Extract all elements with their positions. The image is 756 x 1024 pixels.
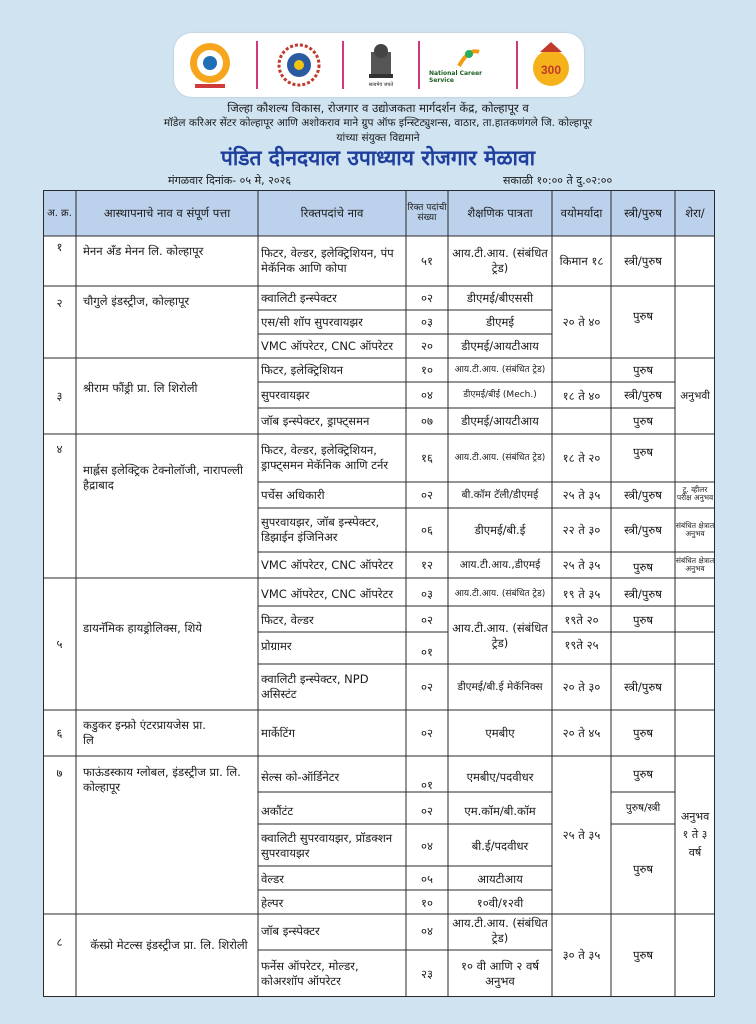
header-line-1: जिल्हा कौशल्य विकास, रोजगार व उद्योजकता मार्गदर्शन केंद्र, कोल्हापूर व <box>227 101 529 115</box>
post-name: फिटर, वेल्डर <box>261 612 314 627</box>
vacancy-table <box>43 190 715 997</box>
col-header-age: वयोमर्यादा <box>552 190 611 236</box>
gender: स्त्री/पुरुष <box>624 487 662 502</box>
post-name: अकौंटंट <box>261 803 294 818</box>
gender: स्त्री/पुरुष <box>624 522 662 537</box>
col-header-sr: अ. क्र. <box>43 190 76 236</box>
gender: पुरुष <box>632 725 654 740</box>
age-limit: १९ते २५ <box>564 637 599 652</box>
remark: संबंधित क्षेत्रात अनुभव <box>675 555 715 573</box>
gender: स्त्री/पुरुष <box>624 679 662 694</box>
post-education: डीएमई/बीई (Mech.) <box>463 390 537 400</box>
gender: पुरुष <box>632 362 654 377</box>
post-count: ०३ <box>421 314 433 329</box>
post-count: ०२ <box>421 679 433 694</box>
company-name: डायनॅमिक हायड्रोलिक्स, शिये <box>83 620 202 635</box>
age-limit: ३० ते ३५ <box>562 948 601 962</box>
post-name: सेल्स को-ऑर्डिनेटर <box>261 769 340 784</box>
post-count: ०२ <box>421 487 433 502</box>
col-header-count: रिक्त पदांची संख्या <box>406 190 448 236</box>
col-header-company: आस्थापनाचे नाव व संपूर्ण पत्ता <box>76 190 258 236</box>
post-education: आय.टी.आय. (संबंधित ट्रेड) <box>454 453 546 463</box>
post-count: ०४ <box>421 387 433 402</box>
logo-bar <box>174 33 584 97</box>
logo-separator <box>342 41 344 89</box>
col-header-post: रिक्तपदांचे नाव <box>258 190 406 236</box>
post-name: वेल्डर <box>261 871 284 886</box>
post-education: डीएमई/आयटीआय <box>461 338 539 353</box>
post-education: १० वी आणि २ वर्ष अनुभव <box>460 959 540 988</box>
logo-separator <box>256 41 258 89</box>
sr-number: २ <box>56 296 63 310</box>
sr-number: ७ <box>56 766 63 780</box>
post-education: डीएमई/बीएससी <box>466 290 534 305</box>
header-line-3: यांच्या संयुक्त विद्यमाने <box>336 132 420 144</box>
post-count: १२ <box>421 557 433 572</box>
age-limit: २० ते ४५ <box>562 725 601 740</box>
event-time: सकाळी १०:०० ते दु.०२:०० <box>503 174 613 187</box>
post-name: हेल्पर <box>261 895 284 910</box>
post-name: VMC ऑपरेटर, CNC ऑपरेटर <box>261 338 394 353</box>
post-count: ०६ <box>421 522 433 537</box>
anniversary-300-logo <box>524 40 578 90</box>
post-name: सुपरवायझर <box>261 387 310 402</box>
remark: संबंधित क्षेत्रात अनुभव <box>675 520 715 538</box>
national-emblem-logo: सत्यमेव जयते <box>359 40 403 90</box>
gender: पुरुष <box>632 861 654 876</box>
post-name: फिटर, वेल्डर, इलेक्ट्रिशियन, पंप मेकॅनिक आणि कोपा <box>261 246 394 275</box>
sr-number: ५ <box>56 636 63 651</box>
company-name: कॅस्प्रो मेटल्स इंडस्ट्रीज प्रा. लि. शिरोली <box>90 937 248 952</box>
age-limit: १८ ते २० <box>562 450 601 465</box>
post-count: ०७ <box>421 413 433 428</box>
svg-text:300: 300 <box>540 63 562 77</box>
post-name: VMC ऑपरेटर, CNC ऑपरेटर <box>261 557 394 572</box>
post-education: एमबीए/पदवीधर <box>466 769 534 784</box>
post-name: क्वालिटी इन्स्पेक्टर, NPD असिस्टंट <box>261 672 369 701</box>
post-education: एम.कॉम/बी.कॉम <box>464 803 536 818</box>
post-count: २३ <box>421 966 433 981</box>
gender: पुरुष <box>632 948 654 962</box>
skill-development-logo <box>184 40 236 90</box>
post-count: ५१ <box>421 253 433 268</box>
post-count: १६ <box>421 450 433 465</box>
gender: स्त्री/पुरुष <box>624 253 662 268</box>
post-education: डीएमई/बी.ई मेकॅनिक्स <box>457 680 543 693</box>
gender: पुरुष <box>632 612 654 627</box>
gender: पुरुष <box>632 413 654 428</box>
post-count: ०२ <box>421 725 433 740</box>
post-count: ०३ <box>421 586 433 601</box>
remark: अनुभवी <box>680 389 710 402</box>
sr-number: १ <box>56 240 63 254</box>
age-limit: २५ ते ३५ <box>562 557 601 572</box>
company-name: मेनन अँड मेनन लि. कोल्हापूर <box>83 244 204 258</box>
age-limit: २५ ते ३५ <box>562 827 601 842</box>
gender: पुरुष <box>632 308 654 323</box>
table-grid <box>43 190 715 997</box>
event-date: मंगळवार दिनांक- ०५ मे, २०२६ <box>168 174 292 187</box>
header-line-2: मॉडेल करिअर सेंटर कोल्हापूर आणि अशोकराव माने ग्रुप ऑफ इन्स्टिट्युशन्स, वाठार, ता.हातकणंगले जि. कोल्हापूर <box>163 117 593 129</box>
age-limit: १९ते २० <box>564 612 599 627</box>
post-count: ०४ <box>421 838 433 853</box>
post-education: आयटीआय <box>477 871 523 886</box>
post-name: क्वालिटी सुपरवायझर, प्रॉडक्शन सुपरवायझर <box>261 831 393 860</box>
post-count: ०२ <box>421 803 433 818</box>
post-count: ०१ <box>421 644 433 659</box>
sr-number: ८ <box>56 934 63 949</box>
post-name: फिटर, वेल्डर, इलेक्ट्रिशियन, ड्राफ्ट्समन मेकॅनिक आणि टर्नर <box>261 443 389 472</box>
logo-separator <box>516 41 518 89</box>
post-count: ०१ <box>421 777 433 792</box>
post-education: एमबीए <box>485 725 515 740</box>
post-name: जॉब इन्स्पेक्टर <box>261 923 320 938</box>
post-name: VMC ऑपरेटर, CNC ऑपरेटर <box>261 586 394 601</box>
post-education: आय.टी.आय. (संबंधित ट्रेड) <box>454 365 546 375</box>
post-name: पर्चेस अधिकारी <box>261 487 325 502</box>
post-name: एस/सी शॉप सुपरवायझर <box>261 314 363 329</box>
post-name: फिटर, इलेक्ट्रिशियन <box>261 362 343 377</box>
post-count: ०४ <box>421 923 433 938</box>
remark: अनुभव १ ते ३ वर्ष <box>680 810 710 859</box>
sr-number: ६ <box>56 725 63 740</box>
post-count: २० <box>421 338 433 353</box>
age-limit: २० ते ४० <box>562 314 601 329</box>
company-name: श्रीराम फौंड्री प्रा. लि शिरोली <box>83 380 198 395</box>
gender: पुरुष <box>632 766 654 781</box>
gender: पुरुष/स्त्री <box>625 801 661 814</box>
gender: पुरुष <box>632 444 654 459</box>
national-career-service-logo: National Career Service <box>429 40 509 90</box>
post-education: आय.टी.आय. (संबंधित ट्रेड) <box>454 589 546 599</box>
company-name: चौगुले इंडस्ट्रीज, कोल्हापूर <box>83 293 190 308</box>
post-education: डीएमई <box>485 314 514 329</box>
age-limit: २० ते ३० <box>562 679 601 694</box>
post-name: प्रोग्रामर <box>261 638 292 653</box>
post-name: क्वालिटी इन्स्पेक्टर <box>261 290 337 305</box>
post-name: सुपरवायझर, जॉब इन्स्पेक्टर, डिझाईन इंजिनिअर <box>261 515 380 544</box>
company-name: मार्ह्लस इलेक्ट्रिक टेक्नोलॉजी, नारापल्ली हैद्राबाद <box>83 463 243 492</box>
col-header-gender: स्त्री/पुरुष <box>611 190 675 236</box>
post-name: जॉब इन्स्पेक्टर, ड्राफ्ट्समन <box>261 413 370 428</box>
age-limit: २२ ते ३० <box>562 522 601 537</box>
post-education: डीएमई/बी.ई <box>474 522 526 537</box>
sr-number: ४ <box>56 442 63 456</box>
post-count: ०२ <box>421 290 433 305</box>
post-education: डीएमई/आयटीआय <box>461 413 539 428</box>
age-limit: १८ ते ४० <box>562 388 601 403</box>
gender: पुरुष <box>632 559 654 574</box>
post-education: आय.टी.आय. (संबंधित ट्रेड) <box>452 621 548 650</box>
age-limit: १९ ते ३५ <box>562 586 601 601</box>
post-name: मार्केटिंग <box>261 725 295 740</box>
col-header-remark: शेरा/ <box>675 190 715 236</box>
rozgar-emblem-logo <box>274 40 324 90</box>
post-count: १० <box>421 362 433 377</box>
age-limit: किमान १८ <box>559 253 604 268</box>
post-education: आय.टी.आय.,डीएमई <box>459 558 541 571</box>
post-education: आय.टी.आय. (संबंधित ट्रेड) <box>452 246 548 275</box>
post-education: बी.ई/पदवीधर <box>471 838 529 853</box>
remark: टू. व्हीलर परीक्ष अनुभव <box>676 484 714 502</box>
company-name: कडुकर इन्फ्रो एंटरप्रायजेस प्रा. लि <box>83 718 206 747</box>
sr-number: ३ <box>56 388 63 403</box>
logo-separator <box>418 41 420 89</box>
company-name: फाऊंडस्काय ग्लोबल, इंडस्ट्रीज प्रा. लि. कोल्हापूर <box>83 765 241 794</box>
post-count: ०२ <box>421 612 433 627</box>
post-name: फर्नेस ऑपरेटर, मोल्डर, कोअरशॉप ऑपरेटर <box>261 959 359 988</box>
post-count: १० <box>421 895 433 910</box>
post-education: आय.टी.आय. (संबंधित ट्रेड) <box>452 916 548 945</box>
post-education: बी.कॉम टॅली/डीएमई <box>461 488 539 501</box>
col-header-education: शैक्षणिक पात्रता <box>448 190 552 236</box>
page-title: पंडित दीनदयाल उपाध्याय रोजगार मेळावा <box>220 146 536 170</box>
age-limit: २५ ते ३५ <box>562 487 601 502</box>
gender: स्त्री/पुरुष <box>624 387 662 402</box>
gender: स्त्री/पुरुष <box>624 586 662 601</box>
post-count: ०५ <box>421 871 433 886</box>
post-education: १०वी/१२वी <box>476 895 524 910</box>
